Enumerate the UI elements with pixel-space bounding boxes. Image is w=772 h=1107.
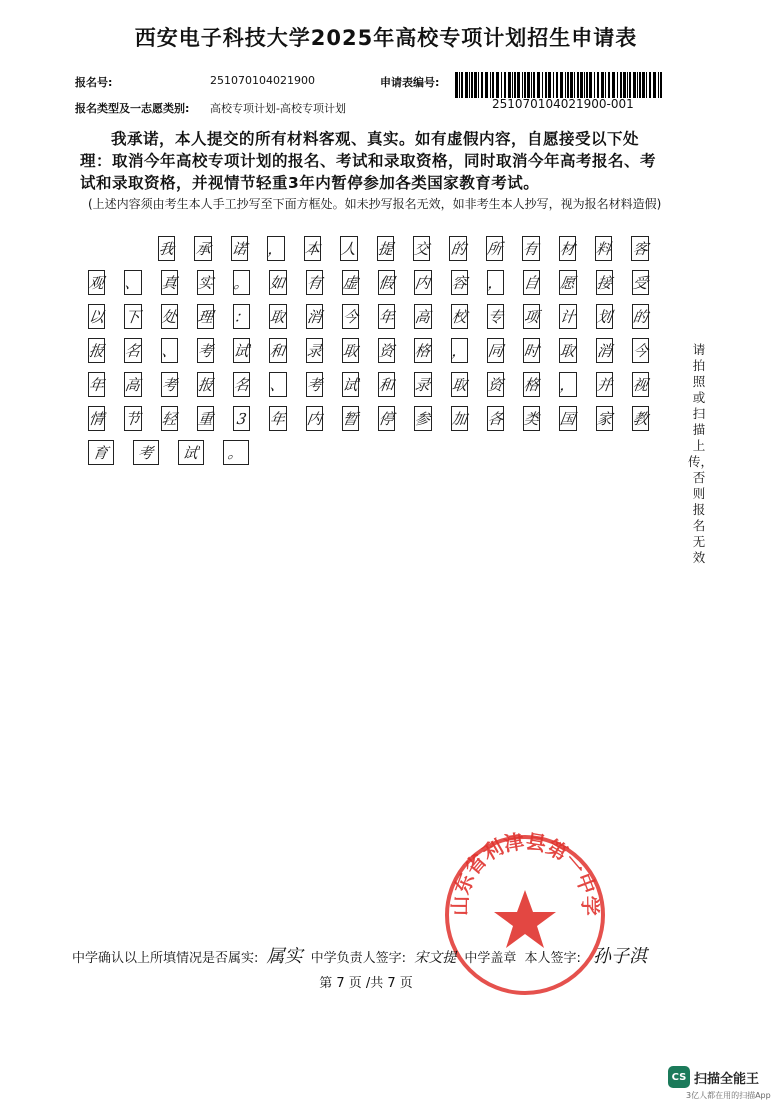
barcode-bar: [522, 72, 523, 98]
grid-cell: 下: [124, 304, 141, 329]
handwriting-grid: [88, 236, 668, 474]
grid-cell: 项: [523, 304, 540, 329]
barcode-bar: [478, 72, 479, 98]
barcode-bar: [496, 72, 499, 98]
grid-cell: 国: [559, 406, 576, 431]
grid-cell: 取: [559, 338, 576, 363]
grid-cell: 试: [342, 372, 359, 397]
grid-cell: 轻: [161, 406, 178, 431]
grid-cell: 高: [414, 304, 431, 329]
grid-cell: 、: [161, 338, 178, 363]
grid-cell: 育: [88, 440, 114, 465]
grid-cell: 取: [269, 304, 286, 329]
reg-number-label: 报名号:: [75, 76, 113, 89]
grid-cell: 年: [269, 406, 286, 431]
grid-cell: 观: [88, 270, 105, 295]
grid-cell: ：: [233, 304, 250, 329]
barcode-bar: [608, 72, 610, 98]
grid-cell: 年: [88, 372, 105, 397]
barcode-bar: [623, 72, 626, 98]
barcode-bar: [605, 72, 606, 98]
grid-cell: 内: [306, 406, 323, 431]
barcode-bar: [512, 72, 513, 98]
grid-cell: 家: [596, 406, 613, 431]
grid-cell: 同: [487, 338, 504, 363]
stamp-label: 中学盖章: [464, 951, 517, 966]
barcode-bar: [527, 72, 530, 98]
barcode-bar: [545, 72, 547, 98]
grid-cell: 年: [378, 304, 395, 329]
reg-number: [75, 74, 112, 90]
grid-cell: 情: [88, 406, 105, 431]
grid-row: [88, 236, 668, 270]
grid-cell: 处: [161, 304, 178, 329]
grid-cell: 参: [414, 406, 431, 431]
grid-cell: 本: [304, 236, 321, 261]
grid-cell: 材: [559, 236, 576, 261]
barcode-bar: [637, 72, 638, 98]
barcode-bar: [567, 72, 569, 98]
form-number-label: 申请表编号:: [380, 76, 440, 89]
barcode-bar: [639, 72, 641, 98]
seal-star-icon: [494, 890, 556, 948]
grid-cell: 校: [451, 304, 468, 329]
self-signature: 孙子淇: [593, 946, 648, 967]
barcode-bar: [584, 72, 585, 98]
grid-cell: 。: [233, 270, 250, 295]
barcode-bar: [504, 72, 506, 98]
barcode-bar: [517, 72, 520, 98]
barcode-bar: [553, 72, 554, 98]
grid-cell: 类: [523, 406, 540, 431]
copy-instruction: (上述内容须由考生本人手工抄写至下面方框处。如未抄写报名无效，如非考生本人抄写，视为报名材料造假): [88, 197, 662, 211]
grid-cell: 。: [223, 440, 249, 465]
barcode-bar: [589, 72, 592, 98]
barcode-bar: [524, 72, 526, 98]
barcode-bar: [508, 72, 511, 98]
grid-cell: 名: [233, 372, 250, 397]
grid-cell: 如: [269, 270, 286, 295]
grid-cell: 录: [414, 372, 431, 397]
form-number-value: 251070104021900-001: [492, 97, 634, 111]
barcode-bar: [597, 72, 599, 98]
grid-cell: 提: [377, 236, 394, 261]
grid-cell: 愿: [559, 270, 576, 295]
barcode-bar: [459, 72, 460, 98]
grid-cell: 有: [306, 270, 323, 295]
barcode-bar: [556, 72, 558, 98]
grid-cell: 消: [596, 338, 613, 363]
grid-cell: 重: [197, 406, 214, 431]
grid-cell: 各: [487, 406, 504, 431]
grid-cell: 取: [342, 338, 359, 363]
confirm-signature: 属实: [266, 946, 303, 967]
grid-cell: 计: [559, 304, 576, 329]
grid-cell: ，: [487, 270, 504, 295]
grid-cell: 取: [451, 372, 468, 397]
grid-cell: 格: [523, 372, 540, 397]
grid-cell: 试: [178, 440, 204, 465]
grid-cell: 假: [378, 270, 395, 295]
grid-cell: 报: [197, 372, 214, 397]
grid-cell: ，: [559, 372, 576, 397]
grid-cell: 资: [378, 338, 395, 363]
barcode-bar: [646, 72, 647, 98]
barcode-bar: [461, 72, 463, 98]
barcode-bar: [485, 72, 488, 98]
grid-cell: 今: [342, 304, 359, 329]
barcode-bar: [620, 72, 622, 98]
barcode-bar: [537, 72, 540, 98]
barcode-bar: [531, 72, 532, 98]
app-name: 扫描全能王: [694, 1071, 760, 1087]
grid-cell: 、: [124, 270, 141, 295]
barcode-bar: [586, 72, 588, 98]
barcode-bar: [580, 72, 583, 98]
barcode-bar: [565, 72, 566, 98]
grid-cell: 交: [413, 236, 430, 261]
grid-cell: 内: [414, 270, 431, 295]
barcode-bar: [649, 72, 651, 98]
app-logo-icon: CS: [668, 1066, 690, 1088]
grid-cell: 接: [596, 270, 613, 295]
principal-signature: 宋文提: [414, 950, 457, 966]
seal-text: 山东省利津县第一中学: [447, 830, 603, 916]
grid-cell: 3: [233, 406, 250, 431]
grid-cell: 试: [233, 338, 250, 363]
grid-cell: 报: [88, 338, 105, 363]
barcode-bar: [471, 72, 473, 98]
grid-cell: 受: [632, 270, 649, 295]
barcode-bar: [490, 72, 491, 98]
grid-row: [88, 372, 668, 406]
barcode-bar: [627, 72, 628, 98]
barcode-bar: [548, 72, 551, 98]
grid-cell: 节: [124, 406, 141, 431]
barcode-bar: [474, 72, 477, 98]
confirmation-footer: [72, 942, 712, 968]
grid-cell: 理: [197, 304, 214, 329]
grid-cell: 和: [269, 338, 286, 363]
grid-cell: 暂: [342, 406, 359, 431]
barcode-bar: [492, 72, 494, 98]
grid-cell: 加: [451, 406, 468, 431]
grid-cell: 考: [133, 440, 159, 465]
grid-cell: 我: [158, 236, 175, 261]
barcode-bar: [612, 72, 615, 98]
grid-cell: 视: [632, 372, 649, 397]
principal-label: 中学负责人签字:: [310, 951, 407, 966]
grid-row: [88, 338, 668, 372]
grid-cell: 真: [161, 270, 178, 295]
grid-cell: 的: [449, 236, 466, 261]
grid-cell: 客: [631, 236, 648, 261]
grid-cell: 消: [306, 304, 323, 329]
barcode-bar: [533, 72, 535, 98]
barcode-bar: [570, 72, 573, 98]
form-title: 西安电子科技大学2025年高校专项计划招生申请表: [134, 26, 638, 50]
grid-cell: 资: [487, 372, 504, 397]
grid-cell: 名: [124, 338, 141, 363]
grid-cell: 实: [197, 270, 214, 295]
barcode-bar: [574, 72, 575, 98]
grid-cell: 划: [596, 304, 613, 329]
barcode-bar: [481, 72, 483, 98]
barcode-bar: [629, 72, 631, 98]
barcode-bar: [594, 72, 595, 98]
grid-cell: 有: [522, 236, 539, 261]
barcode-bar: [542, 72, 543, 98]
barcode-bar: [514, 72, 516, 98]
grid-cell: 的: [632, 304, 649, 329]
page-indicator: 第 7 页 /共 7 页: [319, 976, 413, 991]
grid-row: [88, 406, 668, 440]
barcode-bar: [469, 72, 470, 98]
grid-cell: 录: [306, 338, 323, 363]
grid-row: [88, 270, 668, 304]
barcode-bar: [577, 72, 579, 98]
grid-cell: 人: [340, 236, 357, 261]
grid-cell: 考: [197, 338, 214, 363]
grid-cell: 考: [161, 372, 178, 397]
barcode-bar: [660, 72, 662, 98]
grid-cell: 考: [306, 372, 323, 397]
barcode-bar: [617, 72, 618, 98]
barcode-bar: [501, 72, 502, 98]
grid-cell: 格: [414, 338, 431, 363]
grid-cell: 专: [487, 304, 504, 329]
grid-cell: 承: [194, 236, 211, 261]
upload-side-note: 请拍照或扫描上传，否则报名无效: [688, 342, 714, 565]
barcode: [455, 72, 665, 98]
app-tagline: 3亿人都在用的扫描App: [686, 1091, 771, 1100]
grid-cell: 所: [486, 236, 503, 261]
barcode-bar: [465, 72, 468, 98]
grid-cell: 容: [451, 270, 468, 295]
barcode-bar: [601, 72, 604, 98]
apply-type-value: 高校专项计划-高校专项计划: [210, 102, 346, 115]
grid-cell: 诺: [231, 236, 248, 261]
grid-cell: ，: [267, 236, 284, 261]
grid-cell: 高: [124, 372, 141, 397]
grid-row: [88, 440, 668, 474]
grid-cell: ，: [451, 338, 468, 363]
scanner-watermark: [668, 1066, 759, 1088]
reg-number-value: 251070104021900: [210, 74, 315, 87]
grid-cell: 、: [269, 372, 286, 397]
grid-cell: 虚: [342, 270, 359, 295]
grid-cell: 并: [596, 372, 613, 397]
grid-cell: 教: [632, 406, 649, 431]
barcode-bar: [653, 72, 656, 98]
grid-cell: 停: [378, 406, 395, 431]
grid-cell: 料: [595, 236, 612, 261]
self-sign-label: 本人签字:: [524, 951, 581, 966]
grid-cell: 和: [378, 372, 395, 397]
grid-cell: 时: [523, 338, 540, 363]
grid-row: [88, 304, 668, 338]
grid-cell: 今: [632, 338, 649, 363]
barcode-bar: [455, 72, 458, 98]
grid-cell: 以: [88, 304, 105, 329]
barcode-bar: [658, 72, 659, 98]
barcode-bar: [633, 72, 636, 98]
apply-type-label: 报名类型及一志愿类别:: [75, 102, 190, 115]
pledge-text: 我承诺，本人提交的所有材料客观、真实。如有虚假内容，自愿接受以下处理：取消今年高校专项计划的报名、考试和录取资格，同时取消今年高考报名、考试和录取资格，并视情节轻重3年内暂停参加各类国家教育考试。: [80, 130, 657, 192]
barcode-bar: [642, 72, 645, 98]
confirm-label: 中学确认以上所填情况是否属实:: [72, 951, 259, 966]
grid-cell: 自: [523, 270, 540, 295]
barcode-bar: [560, 72, 563, 98]
